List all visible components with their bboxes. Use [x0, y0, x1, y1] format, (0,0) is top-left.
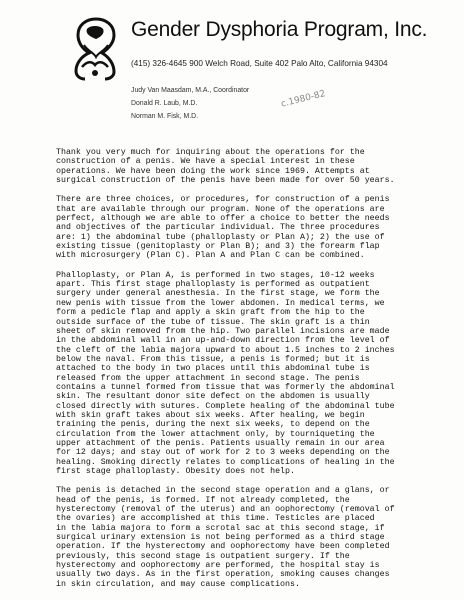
text-line: operation. If the hysterectomy and oophorectomy have been completed: [56, 542, 390, 552]
organization-name: Gender Dysphoria Program, Inc.: [131, 18, 428, 41]
text-line: usually two days. As in the first operation, smoking causes changes: [56, 570, 390, 580]
text-line: previously, this second stage is outpatient surgery. If the: [56, 551, 350, 561]
text-line: released from the upper attachment in second stage. The penis: [56, 373, 360, 383]
text-line: form a pedicle flap and apply a skin graft from the hip to the: [56, 308, 365, 318]
handwritten-date-annotation: c.1980-82: [280, 89, 327, 110]
text-line: attached to the body in two places until this abdominal tube is: [56, 364, 370, 374]
text-line: in the labia majora to form a scrotal sac at this second stage, if: [56, 523, 385, 533]
text-line: hysterectomy and oophorectomy are performed, the hospital stay is: [56, 561, 380, 571]
text-line: There are three choices, or procedures, for construction of a penis: [56, 195, 390, 205]
text-line: are: 1) the abdominal tube (phalloplasty or Plan A); 2) the use of: [56, 232, 385, 242]
text-line: healing. Smoking directly relates to complications of healing in the: [56, 457, 395, 467]
organization-address: (415) 326-4645 900 Welch Road, Suite 402 Palo Alto, California 94304: [131, 59, 388, 68]
staff-member: Norman M. Fisk, M.D.: [131, 113, 198, 120]
text-line: hysterectomy (removal of the uterus) and an oophorectomy (removal of: [56, 505, 395, 515]
text-line: Phalloplasty, or Plan A, is performed in two stages, 10-12 weeks: [56, 270, 375, 280]
text-line: The penis is detached in the second stage operation and a glans, or: [56, 486, 390, 496]
letter-paragraph: [56, 195, 458, 260]
text-line: in the abdominal wall in an up-and-down direction from the level of: [56, 336, 390, 346]
text-line: and objectives of the particular individual. The three procedures: [56, 223, 380, 233]
text-line: with microsurgery (Plan C). Plan A and Plan C can be combined.: [56, 251, 365, 261]
text-line: existing tissue (genitoplasty or Plan B); and 3) the forearm flap: [56, 242, 380, 252]
staff-member: Judy Van Maasdam, M.A., Coordinator: [131, 87, 250, 94]
text-line: closed directly with sutures. Complete healing of the abdominal tube: [56, 401, 395, 411]
text-line: surgical construction of the penis have been made for over 50 years.: [56, 176, 395, 186]
staff-member: Donald R. Laub, M.D.: [131, 100, 198, 107]
text-line: upper attachment of the penis. Patients usually remain in our area: [56, 438, 385, 448]
text-line: operations. We have been doing the work since 1969. Attempts at: [56, 166, 370, 176]
text-line: for 12 days; and stay out of work for 2 to 3 weeks depending on the: [56, 448, 390, 458]
text-line: perfect, although we are able to offer a choice to better the needs: [56, 214, 390, 224]
text-line: outside surface of the tube of tissue. The skin graft is a thin: [56, 317, 370, 327]
letter-paragraph: [56, 148, 458, 185]
text-line: circulation from the lower attachment only, by tourniqueting the: [56, 429, 375, 439]
text-line: skin. The resultant donor site defect on the abdomen is usually: [56, 392, 370, 402]
text-line: the cleft of the labia majora upward to about 1.5 inches to 2 inches: [56, 345, 395, 355]
text-line: first stage phalloplasty. Obesity does not help.: [56, 467, 295, 476]
text-line: in skin circulation, and may cause complications.: [56, 579, 300, 589]
staff-list: [131, 84, 249, 123]
letter-paragraph: [56, 271, 458, 477]
text-line: sheet of skin removed from the hip. Two parallel incisions are made: [56, 326, 390, 336]
text-line: the ovaries) are accomplished at this time. Testicles are placed: [56, 514, 375, 524]
text-line: that are available through our program. None of the operations are: [56, 204, 385, 214]
text-line: surgery under general anesthesia. In the first stage, we form the: [56, 289, 380, 299]
text-line: Thank you very much for inquiring about the operations for the: [56, 148, 365, 157]
text-line: new penis with tissue from the lower abdomen. In medical terms, we: [56, 298, 385, 308]
text-line: construction of a penis. We have a special interest in these: [56, 157, 355, 167]
text-line: training the penis, during the next six weeks, to depend on the: [56, 420, 370, 430]
text-line: with skin graft takes about six weeks. After healing, we begin: [56, 410, 365, 420]
letter-body: [56, 148, 458, 599]
text-line: below the naval. From this tissue, a penis is formed; but it is: [56, 354, 370, 364]
text-line: contains a tunnel formed from tissue that was formerly the abdominal: [56, 382, 395, 392]
text-line: surgical urinary extension is not being performed as a third stage: [56, 533, 385, 543]
letter-paragraph: [56, 486, 458, 589]
text-line: apart. This first stage phalloplasty is performed as outpatient: [56, 280, 370, 290]
program-logo-icon: [72, 17, 118, 81]
text-line: head of the penis, is formed. If not already completed, the: [56, 495, 350, 505]
